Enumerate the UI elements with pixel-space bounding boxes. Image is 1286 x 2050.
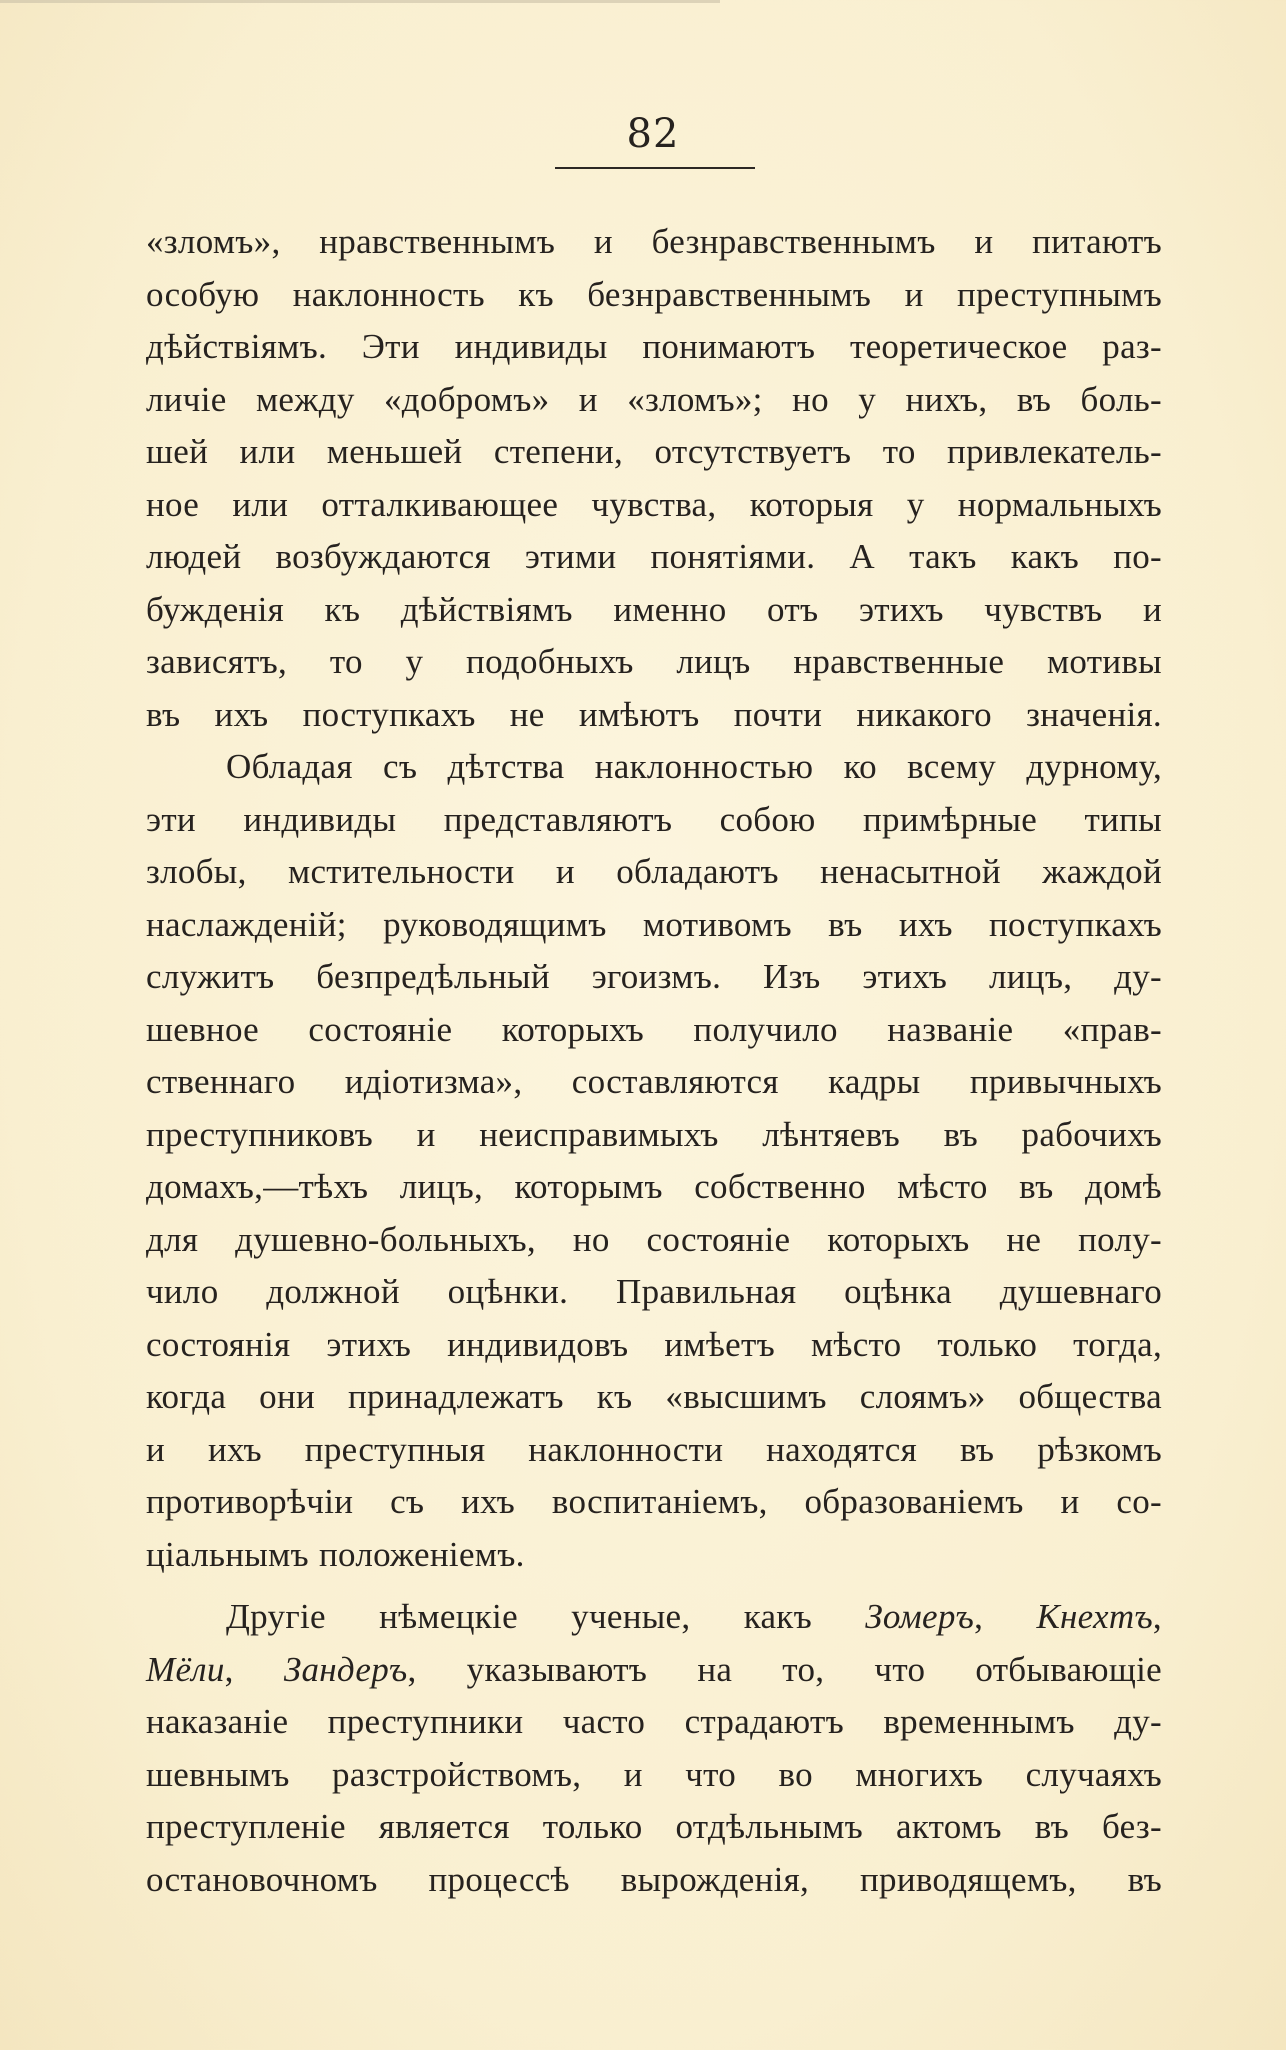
text-fragment: , указываютъ на то, что отбывающіе [407,1649,1162,1689]
text-fragment: Другіе нѣмецкіе ученые, какъ [226,1597,813,1636]
author-name-somer: Зомеръ [865,1597,975,1636]
paragraph-gap [146,1581,1162,1591]
text-line: чило должной оцѣнки. Правильная оцѣнка душевнаго [146,1272,1162,1311]
text-line: личіе между «добромъ» и «зломъ»; но у нихъ, въ боль- [146,379,1162,419]
body-text [146,216,1162,1906]
text-line: дѣйствіямъ. Эти индивиды понимаютъ теоретическое раз- [146,327,1162,366]
text-line [146,1644,1162,1697]
text-line: «зломъ», нравственнымъ и безнравственнымъ и питаютъ [146,222,1162,261]
page-top-edge [0,0,720,3]
text-line: наслажденій; руководящимъ мотивомъ въ ихъ поступкахъ [146,904,1162,944]
text-line: остановочномъ процессѣ вырожденія, приводящемъ, въ [146,1859,1162,1899]
text-line: когда они принадлежатъ къ «высшимъ слоямъ» общества [146,1377,1162,1416]
text-line: наказаніе преступники часто страдаютъ временнымъ ду- [146,1702,1162,1741]
paragraph-1 [146,216,1162,741]
text-line: шей или меньшей степени, отсутствуетъ то привлекатель- [146,432,1162,471]
text-line: зависятъ, то у подобныхъ лицъ нравственные мотивы [146,642,1162,681]
text-line: шевнымъ разстройствомъ, и что во многихъ случаяхъ [146,1754,1162,1794]
page-number: 82 [626,111,680,157]
text-line: служитъ безпредѣльный эгоизмъ. Изъ этихъ лицъ, ду- [146,957,1162,996]
text-line: Обладая съ дѣтства наклонностью ко всему дурному, [226,747,1162,786]
text-line: состоянія этихъ индивидовъ имѣетъ мѣсто только тогда, [146,1324,1162,1364]
text-line: въ ихъ поступкахъ не имѣютъ почти никакого значенія. [146,694,1162,734]
text-line: преступленіе является только отдѣльнымъ актомъ въ без- [146,1807,1162,1846]
text-line: ственнаго идіотизма», составляются кадры привычныхъ [146,1062,1162,1101]
text-line: ное или отталкивающее чувства, которыя у нормальныхъ [146,484,1162,524]
text-line: и ихъ преступныя наклонности находятся въ рѣзкомъ [146,1429,1162,1469]
text-line: для душевно-больныхъ, но состояніе которыхъ не полу- [146,1219,1162,1259]
text-line: злобы, мстительности и обладаютъ ненасытной жаждой [146,852,1162,891]
text-fragment: , [224,1649,284,1689]
text-line: бужденія къ дѣйствіямъ именно отъ этихъ чувствъ и [146,589,1162,629]
paragraph-3 [146,1591,1162,1906]
text-line: людей возбуждаются этими понятіями. А такъ какъ по- [146,537,1162,576]
text-fragment: , [974,1597,984,1636]
text-line: домахъ,—тѣхъ лицъ, которымъ собственно мѣсто въ домѣ [146,1167,1162,1206]
text-line: шевное состояніе которыхъ получило названіе «прав- [146,1009,1162,1049]
text-line: особую наклонность къ безнравственнымъ и преступнымъ [146,274,1162,314]
text-line: преступниковъ и неисправимыхъ лѣнтяевъ въ рабочихъ [146,1114,1162,1154]
page-number-rule [555,167,755,169]
paragraph-2 [146,741,1162,1581]
text-fragment: , [1152,1597,1162,1636]
author-name-sander: Зандеръ [283,1649,408,1689]
text-line: эти индивиды представляютъ собою примѣрные типы [146,799,1162,839]
author-name-knecht: Кнехтъ [1036,1597,1153,1636]
author-name-meli: Мёли [146,1649,225,1689]
text-line [146,1591,1162,1644]
text-line: ціальнымъ положеніемъ. [146,1534,525,1574]
text-line: противорѣчіи съ ихъ воспитаніемъ, образованіемъ и со- [146,1482,1162,1521]
